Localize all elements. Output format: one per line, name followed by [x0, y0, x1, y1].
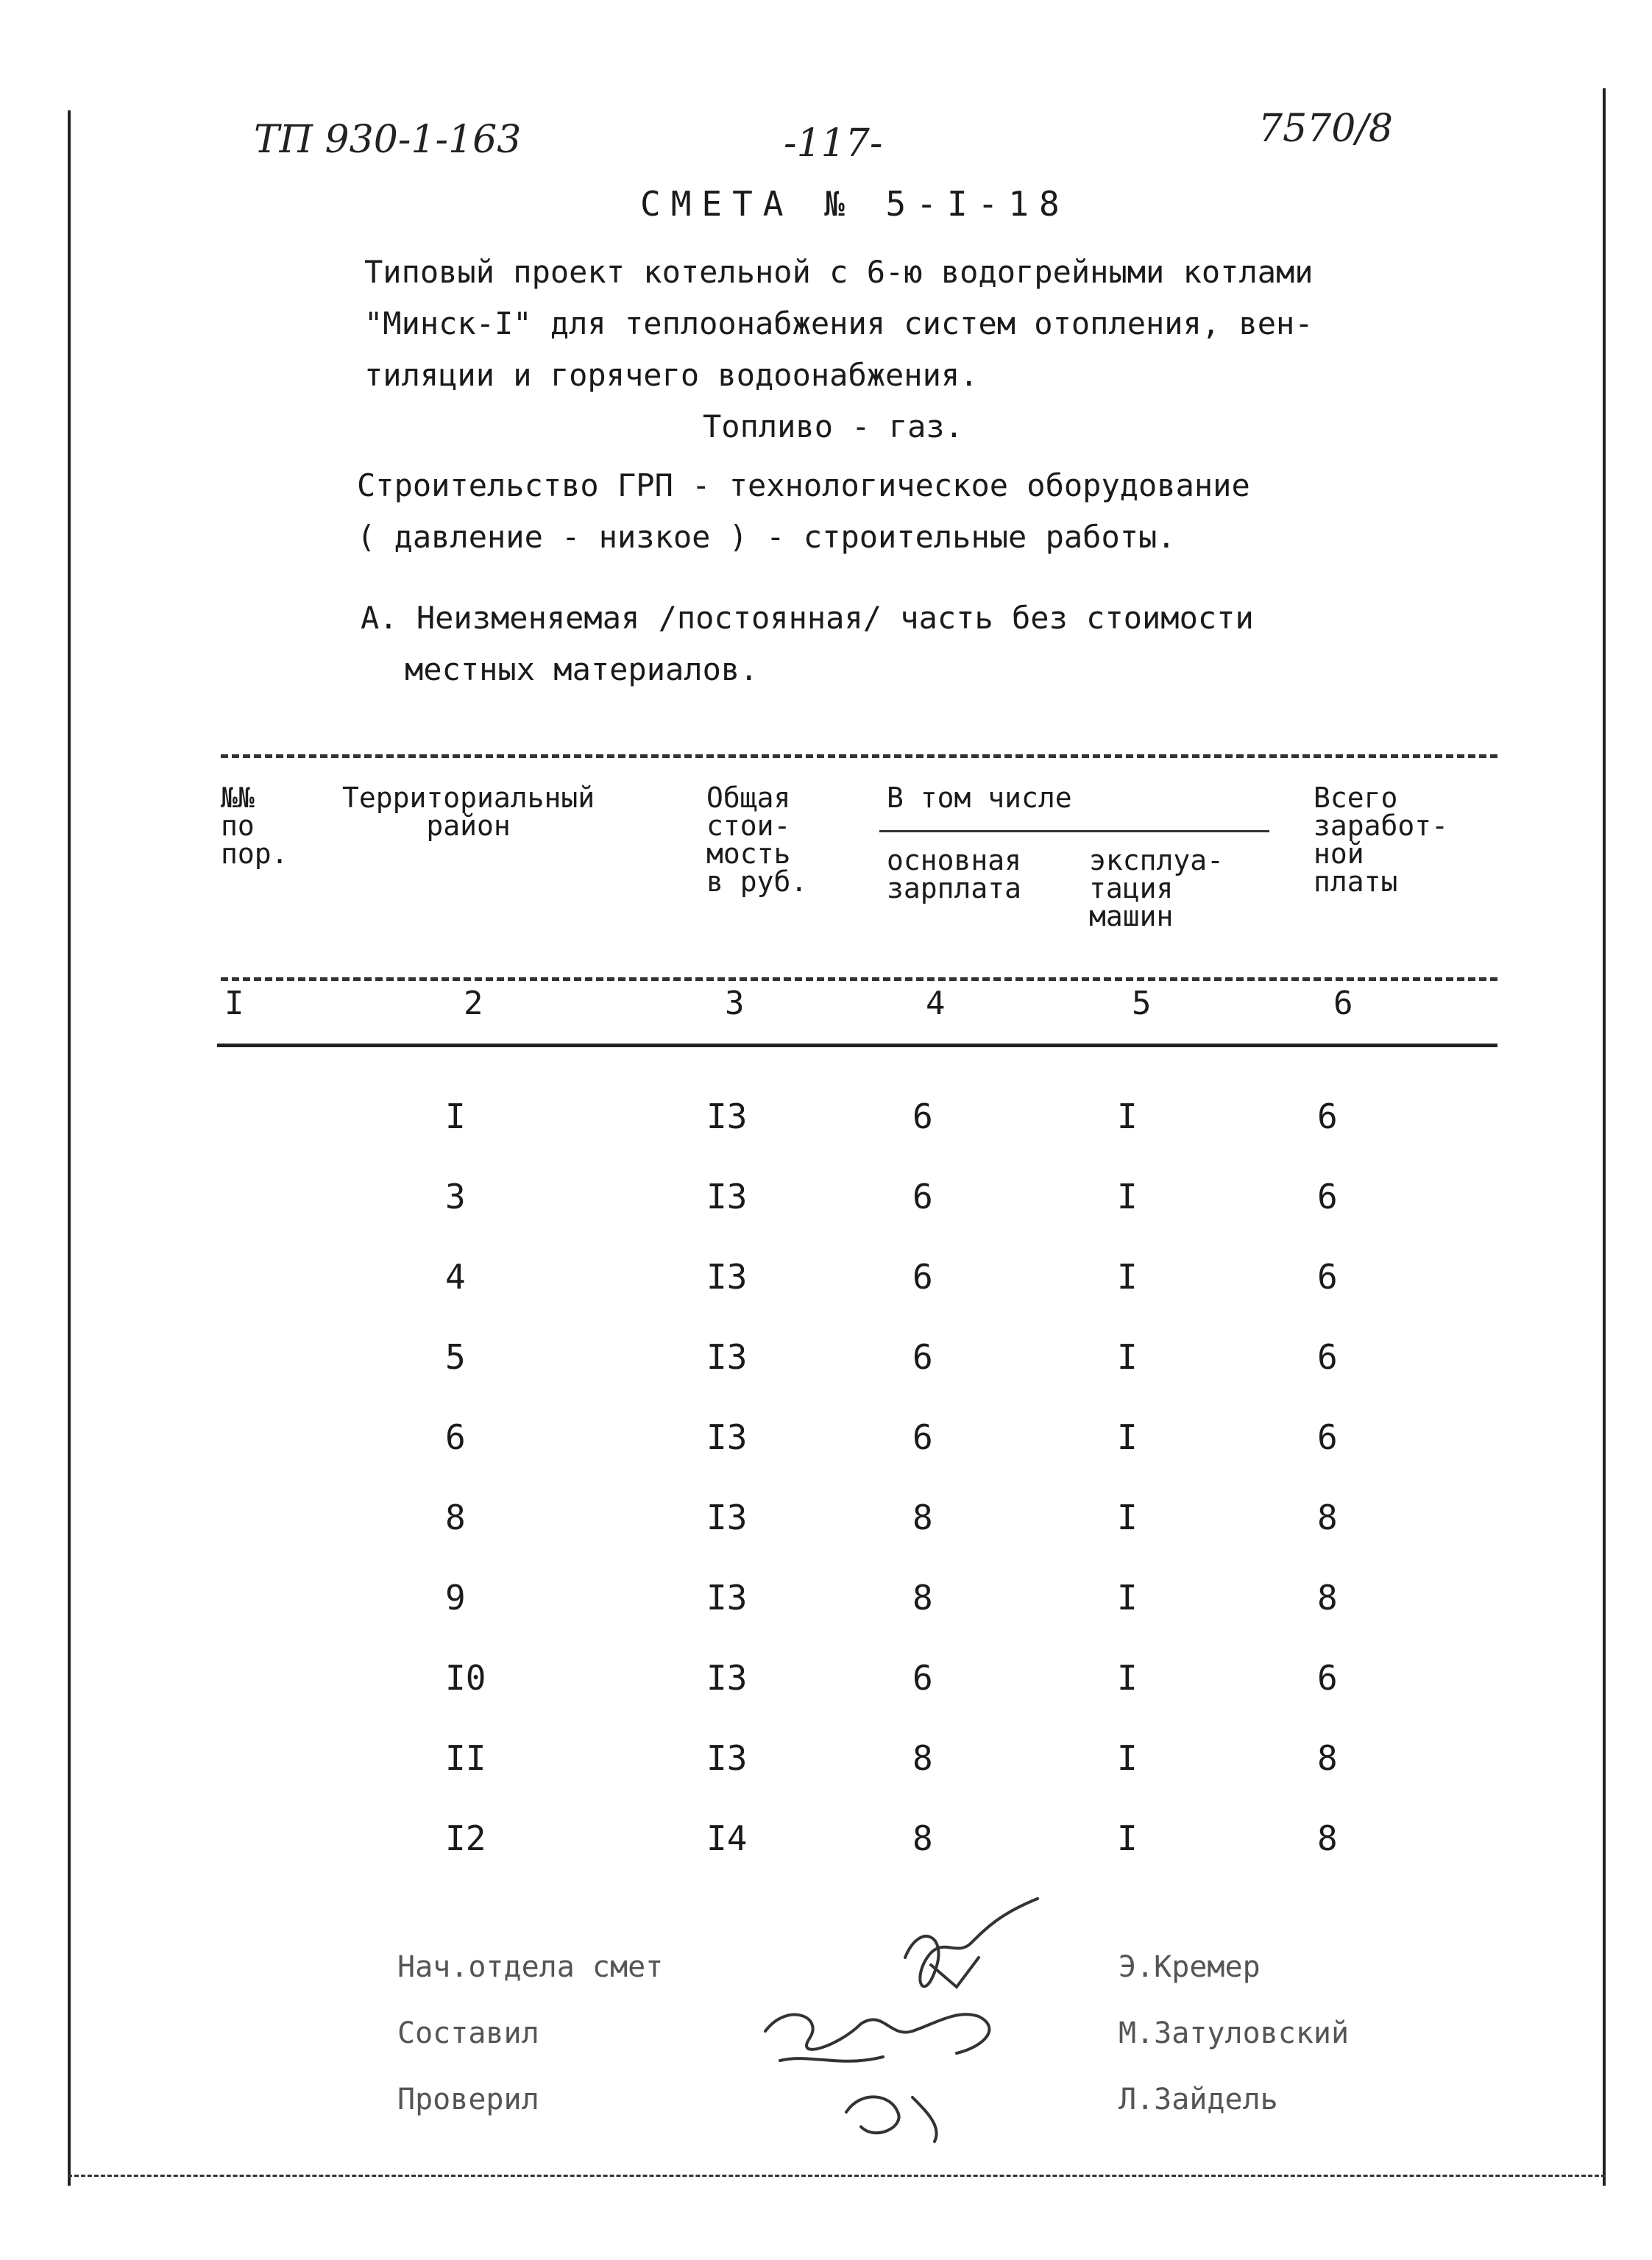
cell-total-cost: I3 — [706, 1578, 748, 1618]
cell-total-wages: 6 — [1317, 1257, 1338, 1297]
cell-total-wages: 6 — [1317, 1337, 1338, 1377]
cell-base-salary: 8 — [912, 1578, 933, 1618]
cell-machine-operation: I — [1117, 1177, 1138, 1216]
header-cost-line-1: Общая — [706, 782, 791, 814]
column-number-2: 2 — [464, 985, 483, 1022]
header-including-group: В том числе — [887, 782, 1072, 814]
cell-total-wages: 8 — [1317, 1818, 1338, 1858]
cell-district: I0 — [445, 1658, 486, 1698]
header-machine-line-1: эксплуа- — [1089, 844, 1224, 876]
cell-district: 9 — [445, 1578, 466, 1618]
header-row-number-line-3: пор. — [221, 837, 288, 870]
bottom-border-line — [68, 2175, 1606, 2177]
cell-district: 4 — [445, 1257, 466, 1297]
cell-district: II — [445, 1738, 486, 1778]
header-wages-line-2: заработ- — [1314, 810, 1449, 842]
cell-total-cost: I3 — [706, 1738, 748, 1778]
cell-base-salary: 6 — [912, 1658, 933, 1698]
header-machine-line-2: тация — [1089, 872, 1174, 904]
header-base-salary-line-1: основная — [887, 844, 1022, 876]
cell-total-wages: 8 — [1317, 1498, 1338, 1537]
cell-total-wages: 6 — [1317, 1177, 1338, 1216]
cell-total-cost: I3 — [706, 1257, 748, 1297]
column-number-1: I — [224, 985, 244, 1022]
cell-total-cost: I3 — [706, 1658, 748, 1698]
column-number-5: 5 — [1132, 985, 1152, 1022]
cell-base-salary: 8 — [912, 1818, 933, 1858]
signature-role-1: Нач.отдела смет — [397, 1950, 664, 1984]
project-description-line-3: тиляции и горячего водоонабжения. — [364, 357, 979, 393]
column-number-4: 4 — [926, 985, 946, 1022]
cell-total-wages: 8 — [1317, 1578, 1338, 1618]
header-cost-line-4: в руб. — [706, 865, 808, 898]
header-cost-line-3: мость — [706, 837, 791, 870]
header-machine-operation — [1089, 846, 1224, 930]
project-description-line-1: Типовый проект котельной с 6-ю водогрейными котлами — [364, 254, 1314, 290]
signature-name-1: Э.Кремер — [1119, 1950, 1261, 1984]
cell-total-cost: I3 — [706, 1498, 748, 1537]
cell-machine-operation: I — [1117, 1498, 1138, 1537]
cell-machine-operation: I — [1117, 1818, 1138, 1858]
sheet-code: 7570/8 — [1258, 107, 1393, 151]
table-header-bottom-rule — [217, 1044, 1497, 1047]
group-header-underline — [879, 830, 1269, 832]
signature-name-3: Л.Зайдель — [1119, 2083, 1278, 2116]
column-number-6: 6 — [1333, 985, 1353, 1022]
cell-total-wages: 6 — [1317, 1417, 1338, 1457]
cell-district: 8 — [445, 1498, 466, 1537]
handwritten-signatures — [736, 1891, 1074, 2156]
header-wages-line-1: Всего — [1314, 782, 1398, 814]
fuel-line: Топливо - газ. — [703, 408, 964, 444]
cell-base-salary: 8 — [912, 1498, 933, 1537]
signature-role-3: Проверил — [397, 2083, 539, 2116]
construction-line-2: ( давление - низкое ) - строительные работы. — [357, 519, 1176, 555]
cell-machine-operation: I — [1117, 1257, 1138, 1297]
signature-role-2: Составил — [397, 2016, 539, 2050]
cell-total-cost: I3 — [706, 1097, 748, 1136]
cell-district: I2 — [445, 1818, 486, 1858]
cell-total-cost: I3 — [706, 1337, 748, 1377]
cell-base-salary: 6 — [912, 1097, 933, 1136]
column-numbers-top-rule — [221, 977, 1497, 981]
header-machine-line-3: машин — [1089, 900, 1174, 932]
cell-total-cost: I3 — [706, 1177, 748, 1216]
left-border-line — [68, 110, 71, 2186]
doc-code: ТП 930-1-163 — [254, 118, 522, 162]
header-territorial-district — [342, 784, 595, 840]
cell-district: 6 — [445, 1417, 466, 1457]
header-row-number — [221, 784, 288, 868]
header-base-salary — [887, 846, 1021, 902]
cell-machine-operation: I — [1117, 1738, 1138, 1778]
cell-base-salary: 6 — [912, 1177, 933, 1216]
cell-base-salary: 8 — [912, 1738, 933, 1778]
header-cost-line-2: стои- — [706, 810, 791, 842]
cell-machine-operation: I — [1117, 1578, 1138, 1618]
cell-base-salary: 6 — [912, 1257, 933, 1297]
cell-total-wages: 6 — [1317, 1658, 1338, 1698]
header-wages-line-3: ной — [1314, 837, 1364, 870]
signature-name-2: М.Затуловский — [1119, 2016, 1350, 2050]
cell-total-cost: I4 — [706, 1818, 748, 1858]
column-number-3: 3 — [725, 985, 745, 1022]
header-total-cost — [706, 784, 807, 896]
section-a-line-1: А. Неизменяемая /постоянная/ часть без стоимости — [361, 600, 1254, 636]
table-top-rule — [221, 754, 1497, 758]
header-total-wages — [1314, 784, 1448, 896]
cell-base-salary: 6 — [912, 1417, 933, 1457]
section-a-line-2: местных материалов. — [405, 651, 759, 687]
cell-total-wages: 8 — [1317, 1738, 1338, 1778]
cell-base-salary: 6 — [912, 1337, 933, 1377]
page-number: -117- — [784, 121, 883, 166]
construction-line-1: Строительство ГРП - технологическое оборудование — [357, 467, 1250, 503]
cell-district: 3 — [445, 1177, 466, 1216]
cell-total-wages: 6 — [1317, 1097, 1338, 1136]
cell-district: I — [445, 1097, 466, 1136]
cell-machine-operation: I — [1117, 1097, 1138, 1136]
header-base-salary-line-2: зарплата — [887, 872, 1022, 904]
cell-total-cost: I3 — [706, 1417, 748, 1457]
cell-machine-operation: I — [1117, 1417, 1138, 1457]
header-district-line-2: район — [426, 810, 511, 842]
header-wages-line-4: платы — [1314, 865, 1398, 898]
header-row-number-line-1: №№ — [221, 782, 255, 814]
cell-machine-operation: I — [1117, 1337, 1138, 1377]
header-district-line-1: Территориальный — [342, 782, 595, 814]
right-border-line — [1603, 88, 1606, 2186]
header-row-number-line-2: по — [221, 810, 255, 842]
cell-district: 5 — [445, 1337, 466, 1377]
cell-machine-operation: I — [1117, 1658, 1138, 1698]
project-description-line-2: "Минск-I" для теплоонабжения систем отопления, вен- — [364, 305, 1314, 341]
document-title: СМЕТА № 5-I-18 — [640, 184, 1070, 224]
